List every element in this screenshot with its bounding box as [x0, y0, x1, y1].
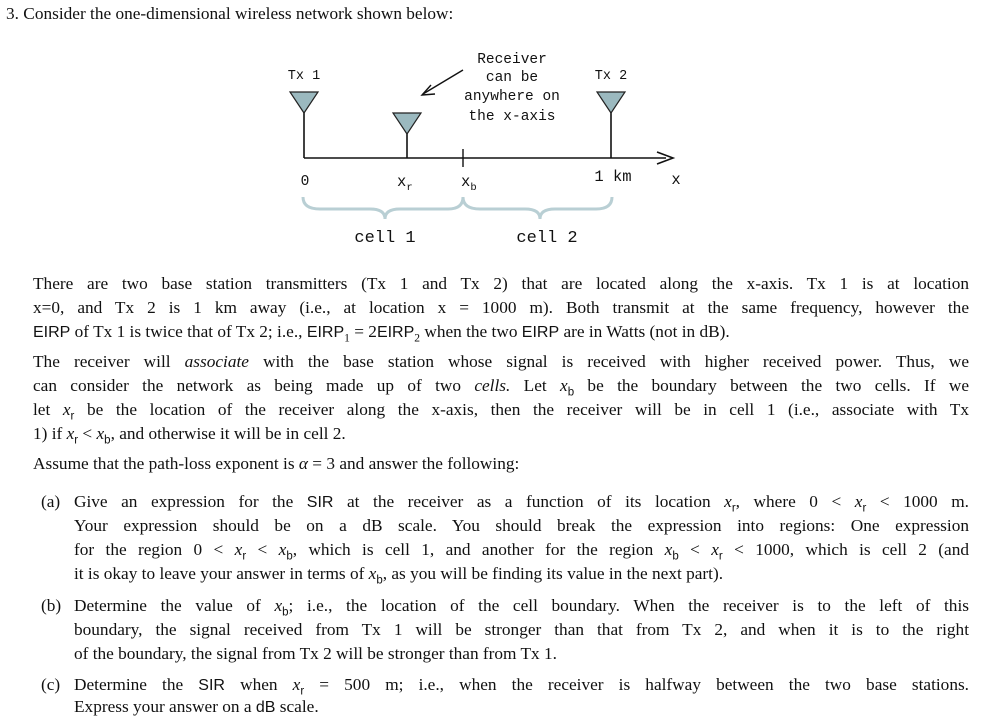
cell1-label: cell 1 [354, 229, 416, 248]
item-a-text: , which is cell 1, and another for the region [292, 540, 665, 559]
para1-text: = 2 [349, 322, 377, 341]
item-b-label: (b) [41, 596, 62, 615]
item-c-text: Determine the [74, 675, 199, 694]
para2-text: , and otherwise it will be in cell 2. [110, 424, 346, 443]
item-c-line-2 [74, 695, 319, 720]
tx1-antenna-icon [290, 92, 318, 158]
item-a-text: , as you will be finding its value in the next part). [382, 564, 724, 583]
para2-text: be the boundary between the two cells. If we [574, 376, 969, 395]
cells-emph: cells. [474, 376, 511, 395]
network-diagram [0, 0, 995, 250]
para3-text: Assume that the path-loss exponent is [33, 454, 299, 473]
receiver-note-line-3: anywhere on [464, 89, 560, 105]
axis-x-label: x [671, 171, 681, 189]
item-a-text: < 1000, which is cell 2 (and [722, 540, 970, 559]
item-a-label: (a) [41, 492, 61, 511]
para2-line-3 [33, 398, 969, 422]
para2-line-4 [33, 422, 346, 446]
para2-line-2 [33, 374, 969, 398]
item-b-line-1 [74, 594, 969, 618]
xr-symbol: $x_r$ [292, 675, 305, 698]
para2-text: be the location of the receiver along the x-axis, then the receiver will be in cell 1 (i.e., associate with Tx [74, 400, 970, 419]
xr-symbol: $x_r$ [66, 424, 79, 447]
receiver-antenna-icon [393, 113, 421, 158]
xr-axis-label [397, 173, 413, 194]
para1-text: of Tx 1 is twice that of Tx 2; i.e., [70, 322, 307, 341]
eirp2-term: EIRP [376, 324, 415, 341]
tx2-antenna-icon [597, 92, 625, 158]
item-a-text: , where 0 < [735, 492, 855, 511]
item-a-text: < [246, 540, 279, 559]
sir-term: SIR [306, 494, 334, 511]
item-c-text: Express your answer on a [74, 697, 256, 716]
receiver-note-line-2: can be [485, 70, 539, 86]
xr-axis-sub: r [406, 182, 413, 194]
receiver-arrow [422, 70, 463, 95]
sir-term: SIR [198, 677, 225, 694]
problem-heading-text: Consider the one-dimensional wireless network shown below: [23, 4, 454, 23]
cell2-label: cell 2 [516, 229, 578, 248]
para2-text: Let [510, 376, 561, 395]
para1-line-1: There are two base station transmitters (Tx 1 and Tx 2) that are located along the x-axis. Tx 1 is at location [33, 274, 969, 293]
alpha-symbol: α [298, 454, 308, 473]
para2-text: can consider the network as being made up of two [33, 376, 475, 395]
item-a-line-2: Your expression should be on a dB scale. You should break the expression into regions: One expression [74, 516, 969, 535]
xr-axis-main: x [397, 173, 407, 191]
eirp1-sub: 1 [344, 332, 350, 345]
xb-symbol: $x_b$ [560, 376, 575, 399]
eirp-term: EIRP [33, 324, 71, 341]
xr-symbol: $x_r$ [62, 400, 75, 423]
xb-axis-sub: b [470, 182, 477, 194]
para1-text: are in Watts (not in dB). [559, 322, 730, 341]
item-c-text: = 500 m; i.e., when the receiver is halfway between the two base stations. [304, 675, 970, 694]
para3 [33, 452, 519, 476]
origin-label: 0 [300, 174, 310, 190]
tx1-label: Tx 1 [287, 69, 321, 84]
item-a-text: it is okay to leave your answer in terms of [74, 564, 369, 583]
associate-emph: associate [184, 352, 249, 371]
cell1-brace [303, 197, 463, 219]
receiver-note-line-1: Receiver [477, 52, 547, 68]
item-a-text: at the receiver as a function of its location [333, 492, 725, 511]
para3-text: = 3 and answer the following: [307, 454, 520, 473]
para1-text: when the two [420, 322, 522, 341]
xb-symbol: $x_b$ [278, 540, 293, 563]
item-b-text: ; i.e., the location of the cell boundary. When the receiver is to the left of this [288, 596, 969, 615]
para2-text: 1) if [33, 424, 67, 443]
para2-text: The receiver will [33, 352, 185, 371]
item-a-line-4 [74, 562, 723, 586]
problem-number: 3. [6, 4, 19, 23]
item-b-text: Determine the value of [74, 596, 275, 615]
xb-symbol: $x_b$ [368, 564, 383, 587]
para2-line-1 [33, 350, 969, 374]
item-a-text: < 1000 m. [866, 492, 969, 511]
km-label: 1 km [594, 168, 632, 186]
item-a-text: for the region 0 < [74, 540, 235, 559]
xr-symbol: $x_r$ [854, 492, 867, 515]
item-a-line-3 [74, 538, 969, 562]
xb-symbol: $x_b$ [96, 424, 111, 447]
less-than: < [78, 424, 97, 443]
item-a-text: < [678, 540, 712, 559]
xb-axis-label [461, 173, 477, 194]
para1-line-3 [33, 320, 730, 345]
cell2-brace [463, 197, 612, 219]
para2-text: with the base station whose signal is received with higher received power. Thus, we [248, 352, 969, 371]
item-a-text: Give an expression for the [74, 492, 307, 511]
item-c-text: when [224, 675, 293, 694]
eirp2-sub: 2 [414, 332, 421, 345]
item-c-label: (c) [41, 675, 61, 694]
para1-line-2: x=0, and Tx 2 is 1 km away (i.e., at location x = 1000 m). Both transmit at the same frequency, however the [33, 298, 969, 317]
xr-symbol: $x_r$ [711, 540, 723, 563]
para2-text: let [33, 400, 63, 419]
eirp-term: EIRP [521, 324, 560, 341]
xr-symbol: $x_r$ [724, 492, 736, 515]
xb-symbol: $x_b$ [274, 596, 289, 619]
tx2-label: Tx 2 [594, 69, 628, 84]
item-b-line-3: of the boundary, the signal from Tx 2 will be stronger than from Tx 1. [74, 644, 557, 663]
db-term: dB [255, 699, 276, 716]
item-b-line-2: boundary, the signal received from Tx 1 will be stronger than that from Tx 2, and when it is to the right [74, 620, 969, 639]
item-c-text: scale. [275, 697, 319, 716]
xr-symbol: $x_r$ [234, 540, 247, 563]
receiver-note-line-4: the x-axis [468, 109, 556, 125]
eirp1-term: EIRP [306, 324, 345, 341]
xb-symbol: $x_b$ [664, 540, 679, 563]
xb-axis-main: x [461, 173, 471, 191]
item-a-line-1 [74, 490, 969, 515]
